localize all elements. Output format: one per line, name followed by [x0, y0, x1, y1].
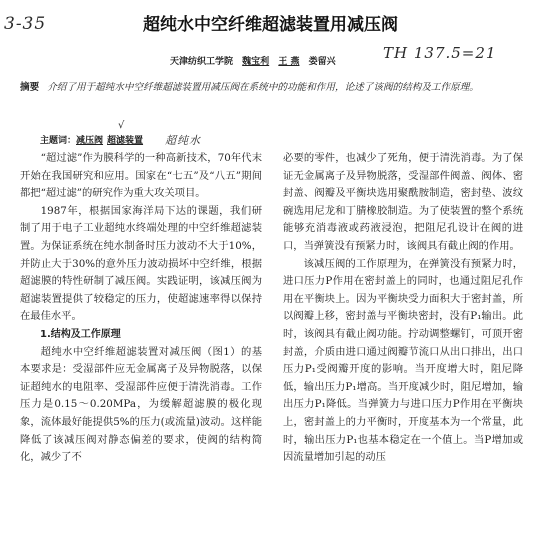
- keyword: 减压阀: [76, 136, 104, 146]
- keywords: [40, 133, 147, 146]
- paragraph: 1987年，根据国家海洋局下达的课题，我们研制了用于电子工业超纯水终端处理的中空纤维超滤装置。为保证系统在纯水制备时压力波动不大于10%，并防止大于30%的意外压力波动损坏中空纤维，根据超滤膜的特性研制了减压阀。实践证明，该减压阀为超滤装置提供了较稳定的压力，使超滤速率得以保持在最佳水平。: [20, 204, 262, 323]
- handwritten-page-ref: 3-35: [4, 14, 47, 34]
- handwritten-check-mark: √: [118, 120, 126, 131]
- handwritten-classification-code: TH 137.5=21: [383, 44, 497, 62]
- keywords-label: 主题词：: [40, 136, 77, 146]
- paragraph: 该减压阀的工作原理为，在弹簧没有预紧力时，进口压力P作用在密封盖上的同时，也通过阻尼孔作用在平衡块上。因为平衡块受力面积大于密封盖，所以阀瓣上移，密封盖与平衡块密封，没有P₁输出。此时，该阀具有截止阀功能。拧动调整螺钉，可顶开密封盖，介质由进口通过阀瓣节流口从出口排出，出口压力P₁受阀瓣开度的影响。当开度增大时，阻尼降低，输出压力P₁增高。当开度减少时，阻尼增加，输出压力P₁降低。当弹簧力与进口压力P作用在平衡块上，密封盖上的力平衡时，开度基本为一个常量，此时，输出压力P₁也基本稳定在一个值上。当P增加或因流量增加引起的动压: [283, 257, 523, 464]
- affiliation: 天津纺织工学院: [170, 57, 234, 67]
- handwritten-topic-note: 超纯水: [165, 134, 201, 147]
- paragraph: 必要的零件，也减少了死角，便于清洗消毒。为了保证无金属离子及异物脱落，受湿部件阀盖、阀体、密封盖、阀瓣及平衡块选用聚酰胺制造，密封垫、波纹碗选用尼龙和丁腈橡胶制造。为了使装置的整个系统能够充消毒液或药液浸泡，把阻尼孔设计在阀的进口，当弹簧没有预紧力时，该阀具有截止阀的作用。: [283, 152, 523, 252]
- author-line: [170, 54, 342, 67]
- body-column-right: [283, 150, 523, 467]
- author-name: 娄留兴: [308, 57, 336, 67]
- paragraph: 超纯水中空纤维超滤装置对减压阀（图1）的基本要求是：受湿部件应无金属离子及异物脱落，以保证超纯水的电阻率、受湿部件应便于清洗消毒。工作压力是0.15～0.20MPa，为缓解超滤膜的极化现象，流体最好能提供5%的压力(或流量)波动。这样能降低了该减压阀对静态偏差的要求，使阀的结构简化，减少了不: [20, 345, 262, 464]
- abstract-text: 介绍了用于超纯水中空纤维超滤装置用减压阀在系统中的功能和作用，论述了该阀的结构及工作原理。: [47, 82, 479, 93]
- author-name: 魏宝利: [242, 57, 270, 67]
- keyword: 超滤装置: [107, 136, 144, 146]
- abstract: [20, 79, 520, 96]
- body-column-left: [20, 150, 262, 467]
- author-name: 王 燕: [278, 57, 300, 67]
- section-heading: 1.结构及工作原理: [40, 328, 121, 340]
- paragraph: “超过滤”作为膜科学的一种高新技术，70年代末开始在我国研究和应用。国家在“七五”及“八五”期间都把“超过滤”的研究作为重大攻关项目。: [20, 152, 262, 200]
- abstract-label: 摘要: [20, 82, 40, 93]
- paper-title: 超纯水中空纤维超滤装置用减压阀: [143, 15, 398, 35]
